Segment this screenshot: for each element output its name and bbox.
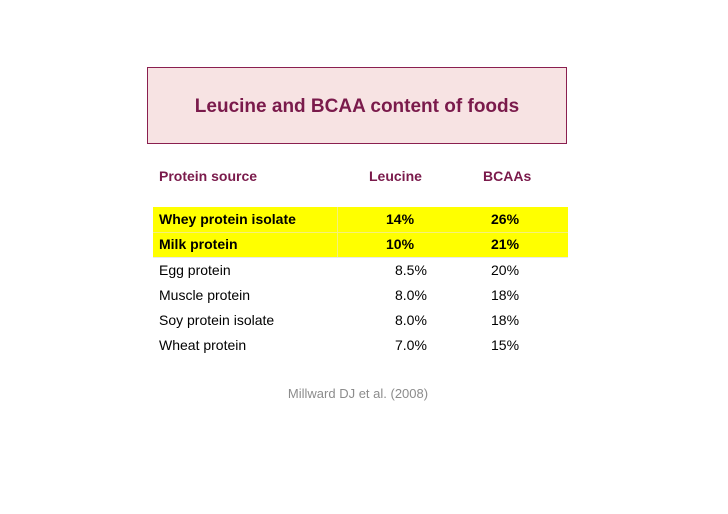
table-row <box>153 308 568 333</box>
cell-bcaas: 18% <box>491 312 520 328</box>
cell-protein-source: Wheat protein <box>159 337 247 353</box>
citation: Millward DJ et al. (2008) <box>287 386 429 401</box>
cell-leucine: 8.0% <box>395 287 427 303</box>
cell-protein-source: Whey protein isolate <box>159 211 296 227</box>
cell-leucine: 10% <box>386 236 415 252</box>
header-protein-source: Protein source <box>159 168 258 184</box>
cell-protein-source: Egg protein <box>159 262 231 278</box>
table-header-row <box>153 166 568 186</box>
table-row <box>153 333 568 358</box>
table-row <box>153 232 568 257</box>
cell-bcaas: 26% <box>491 211 520 227</box>
header-leucine: Leucine <box>369 168 422 184</box>
table-row <box>153 258 568 283</box>
cell-bcaas: 20% <box>491 262 520 278</box>
header-bcaas: BCAAs <box>483 168 532 184</box>
cell-leucine: 14% <box>386 211 415 227</box>
table-row <box>153 283 568 308</box>
slide-title: Leucine and BCAA content of foods <box>194 95 520 117</box>
cell-leucine: 8.0% <box>395 312 427 328</box>
title-box <box>147 67 567 144</box>
cell-bcaas: 15% <box>491 337 520 353</box>
cell-protein-source: Soy protein isolate <box>159 312 275 328</box>
table-row <box>153 207 568 232</box>
cell-leucine: 7.0% <box>395 337 427 353</box>
cell-bcaas: 21% <box>491 236 520 252</box>
cell-protein-source: Milk protein <box>159 236 238 252</box>
cell-leucine: 8.5% <box>395 262 427 278</box>
cell-bcaas: 18% <box>491 287 520 303</box>
cell-protein-source: Muscle protein <box>159 287 251 303</box>
